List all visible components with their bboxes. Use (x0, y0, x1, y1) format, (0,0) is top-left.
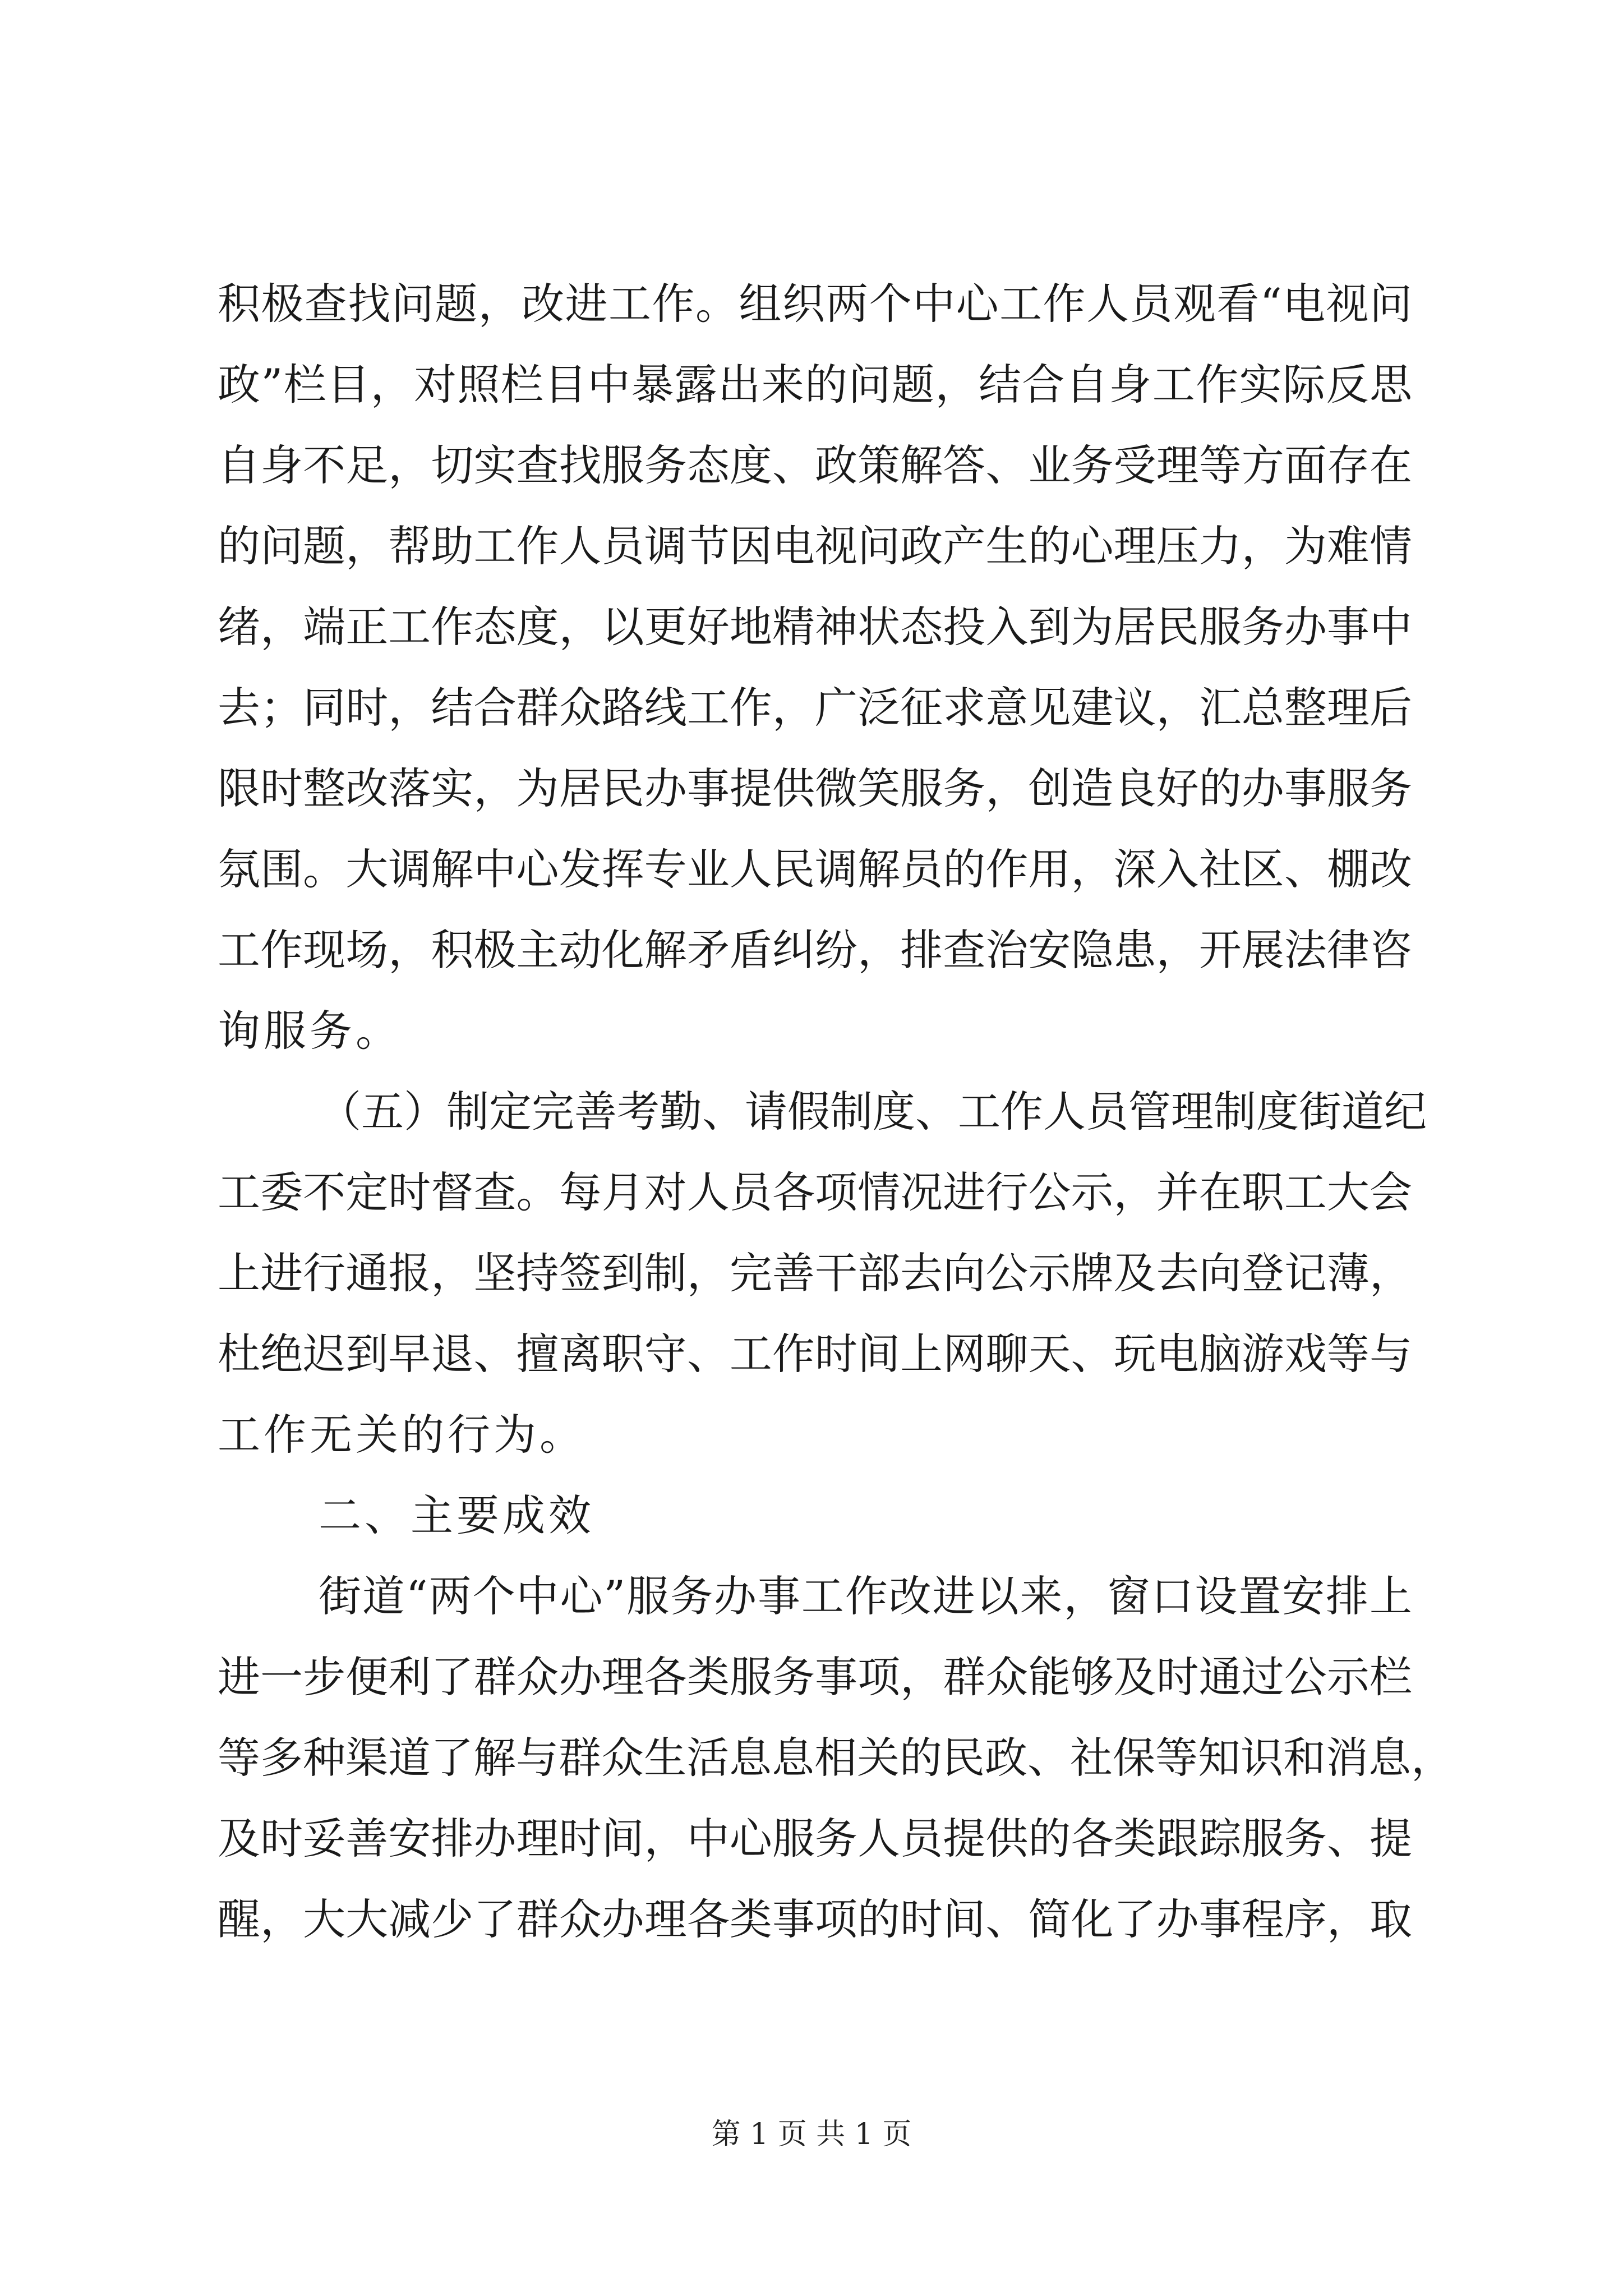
text-line: 杜绝迟到早退、擅离职守、工作时间上网聊天、玩电脑游戏等与 (218, 1329, 1412, 1379)
text-line: 的问题，帮助工作人员调节因电视问政产生的心理压力，为难情 (218, 521, 1412, 571)
text-line: 进一步便利了群众办理各类服务事项，群众能够及时通过公示栏 (218, 1652, 1412, 1702)
text-line: 自身不足，切实查找服务态度、政策解答、业务受理等方面存在 (218, 440, 1412, 490)
text-line: 询服务。 (218, 1006, 402, 1056)
text-line: 氛围。大调解中心发挥专业人民调解员的作用，深入社区、棚改 (218, 844, 1412, 894)
text-line: 及时妥善安排办理时间，中心服务人员提供的各类跟踪服务、提 (218, 1814, 1412, 1864)
text-line: 街道“两个中心”服务办事工作改进以来，窗口设置安排上 (319, 1571, 1412, 1621)
section-heading: 二、主要成效 (319, 1490, 594, 1540)
text-line: 醒，大大减少了群众办理各类事项的时间、简化了办事程序，取 (218, 1894, 1412, 1944)
text-line: 去；同时，结合群众路线工作，广泛征求意见建议，汇总整理后 (218, 683, 1412, 733)
document-body (218, 264, 1454, 1960)
text-line: 等多种渠道了解与群众生活息息相关的民政、社保等知识和消息， (218, 1733, 1454, 1783)
text-line: 绪，端正工作态度，以更好地精神状态投入到为居民服务办事中 (218, 602, 1412, 652)
text-line: 上进行通报，坚持签到制，完善干部去向公示牌及去向登记薄， (218, 1248, 1412, 1298)
text-line: 工作现场，积极主动化解矛盾纠纷，排查治安隐患，开展法律咨 (218, 925, 1412, 975)
text-line: 限时整改落实，为居民办事提供微笑服务，创造良好的办事服务 (218, 763, 1412, 813)
text-line: （五）制定完善考勤、请假制度、工作人员管理制度街道纪 (319, 1087, 1427, 1137)
text-line: 工作无关的行为。 (218, 1410, 585, 1460)
text-line: 政”栏目，对照栏目中暴露出来的问题，结合自身工作实际反思 (218, 360, 1412, 409)
text-line: 积极查找问题，改进工作。组织两个中心工作人员观看“电视问 (218, 279, 1412, 329)
page-footer: 第 1 页 共 1 页 (711, 2118, 912, 2151)
text-line: 工委不定时督查。每月对人员各项情况进行公示，并在职工大会 (218, 1167, 1412, 1217)
